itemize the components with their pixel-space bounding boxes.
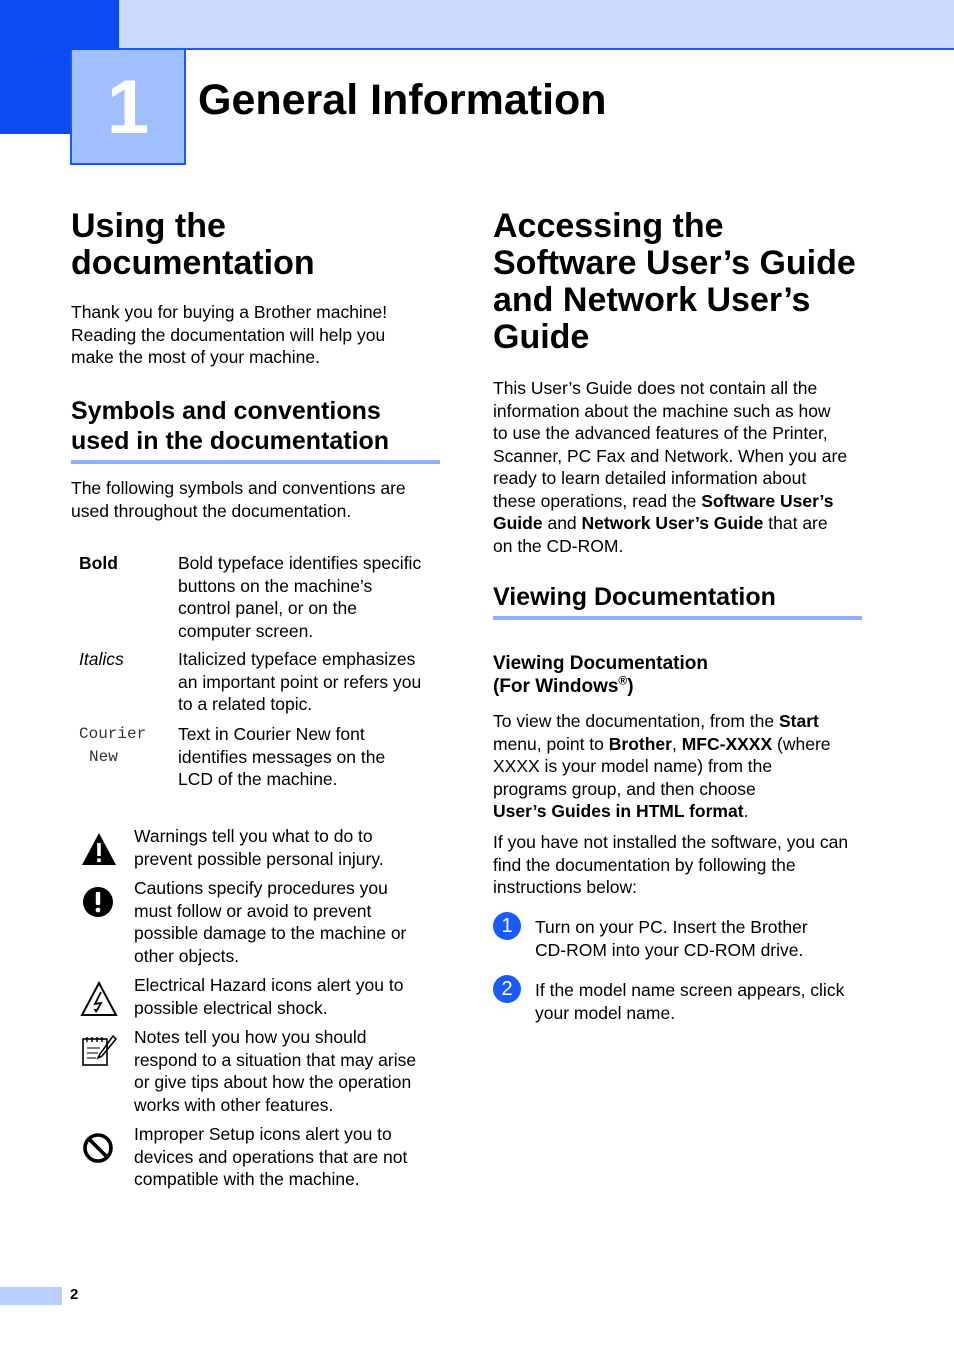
subheading-rule [493, 616, 862, 620]
conventions-intro: The following symbols and conventions are used throughout the documentation. [71, 478, 406, 521]
step-2-badge: 2 [493, 975, 521, 1003]
convention-term: Courier New [79, 725, 147, 766]
step-2-text: If the model name screen appears, click your model name. [535, 980, 845, 1023]
note-text: Notes tell you how you should respond to a situation that may arise or give tips about how the operation works with other features. [134, 1027, 417, 1115]
subheading-symbols: Symbols and conventions used in the documentation [71, 397, 390, 455]
convention-desc: Text in Courier New font identifies messages on the LCD of the machine. [178, 724, 386, 789]
step-1-text: Turn on your PC. Insert the Brother CD-ROM into your CD-ROM drive. [535, 917, 808, 960]
improper-setup-text: Improper Setup icons alert you to devices and operations that are not compatible with the machine. [134, 1124, 408, 1189]
subheading-viewing: Viewing Documentation [493, 583, 776, 611]
step-1-badge: 1 [493, 912, 521, 940]
electrical-hazard-icon [80, 980, 118, 1018]
accessing-paragraph: This User’s Guide does not contain all the information about the machine such as how to use the advanced features of the Printer, Scanner, PC Fax and Network. When you are ready to learn detailed information about these operations, read the Software User’s Guide and Network User’s Guide that are on the CD-ROM. [493, 378, 848, 556]
caution-icon [80, 883, 118, 921]
convention-desc: Italicized typeface emphasizes an important point or refers you to a related topic. [178, 649, 422, 714]
note-icon [80, 1032, 118, 1070]
intro-paragraph: Thank you for buying a Brother machine! Reading the documentation will help you make the most of your machine. [71, 302, 388, 367]
section-heading-using: Using the documentation [71, 207, 315, 282]
improper-setup-icon [80, 1129, 118, 1167]
caution-text: Cautions specify procedures you must follow or avoid to prevent possible damage to the machine or other objects. [134, 878, 407, 966]
subheading-rule [71, 460, 440, 464]
convention-row-bold [79, 552, 439, 642]
convention-row-italics [79, 648, 439, 716]
subsubheading-windows: Viewing Documentation (For Windows®) [493, 653, 709, 697]
convention-term: Bold [79, 553, 118, 573]
warning-icon [80, 830, 118, 868]
electrical-hazard-text: Electrical Hazard icons alert you to possible electrical shock. [134, 975, 404, 1018]
page-number: 2 [70, 1286, 79, 1303]
chapter-number: 1 [70, 50, 186, 165]
not-installed-paragraph: If you have not installed the software, you can find the documentation by following the instructions below: [493, 832, 849, 897]
convention-row-courier [79, 723, 439, 791]
section-heading-accessing: Accessing the Software User’s Guide and Network User’s Guide [493, 207, 856, 356]
warning-text: Warnings tell you what to do to prevent possible personal injury. [134, 826, 384, 869]
footer-bar [0, 1287, 62, 1305]
viewing-paragraph: To view the documentation, from the Start menu, point to Brother, MFC-XXXX (where XXXX is your model name) from the programs group, and then choose User’s Guides in HTML format. [493, 711, 831, 821]
chapter-title: General Information [198, 76, 607, 124]
convention-desc: Bold typeface identifies specific buttons on the machine’s control panel, or on the computer screen. [178, 553, 422, 641]
header-band [0, 0, 954, 50]
convention-term: Italics [79, 649, 124, 669]
